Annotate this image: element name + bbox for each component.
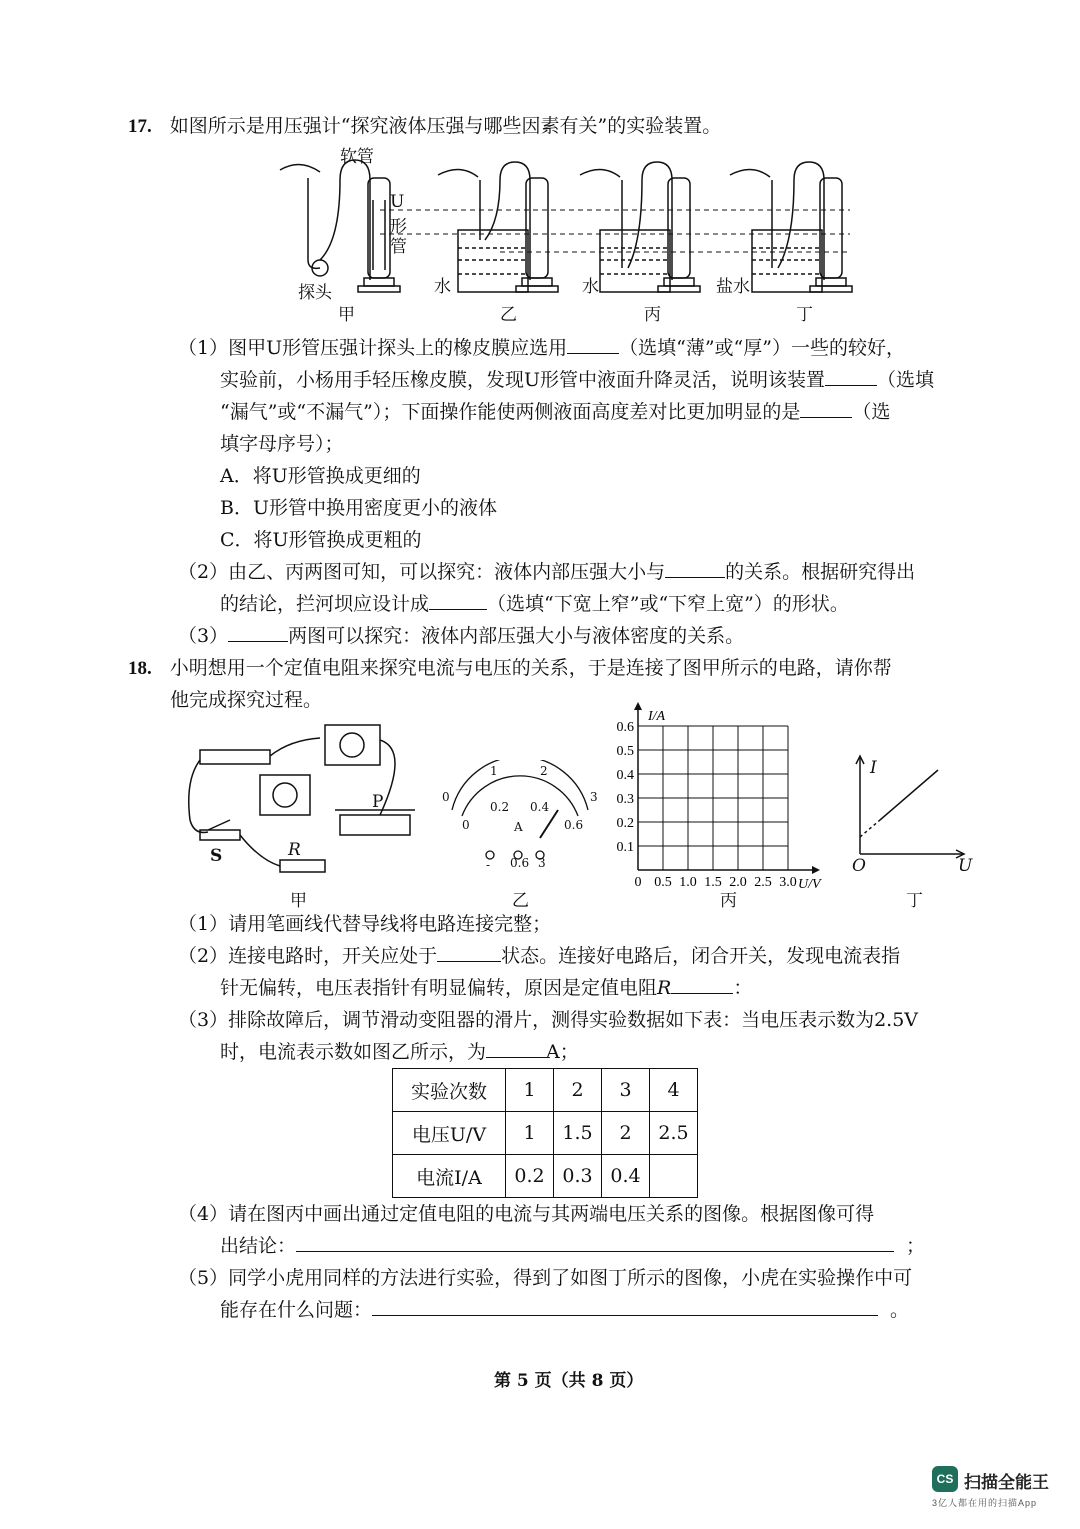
ding-y-label: I: [870, 758, 877, 778]
label-bing: 丙: [644, 305, 661, 325]
y-tick-label: 0.2: [616, 816, 634, 831]
answer-blank[interactable]: [372, 1297, 878, 1316]
q18-part2-line1: （2）连接电路时，开关应处于 状态。连接好电路后，闭合开关，发现电流表指: [178, 945, 901, 967]
label-water-yi: 水: [434, 277, 451, 297]
voltmeter: [325, 725, 380, 765]
q18-part4-line2: 出结论： ；: [220, 1235, 926, 1257]
q17-stem-line: [128, 112, 721, 141]
ding-line: [880, 770, 938, 820]
option-b: B．U形管中换用密度更小的液体: [220, 497, 497, 519]
label-utube-2: 形: [390, 217, 407, 237]
q18-part3-line1: （3）排除故障后，调节滑动变阻器的滑片，测得实验数据如下表：当电压表示数为2.5V: [178, 1009, 919, 1031]
answer-blank[interactable]: [228, 623, 288, 642]
answer-blank[interactable]: [486, 1039, 546, 1058]
label-jia: 甲: [338, 305, 355, 325]
scanner-brand: 扫描全能王: [964, 1473, 1049, 1492]
label-fig-bing: 丙: [720, 891, 737, 911]
y-tick-label: 0.4: [616, 768, 634, 783]
answer-blank[interactable]: [437, 943, 501, 962]
option-a: A．将U形管换成更细的: [220, 465, 421, 487]
q18-part3-line2: 时，电流表示数如图乙所示，为 A；: [220, 1041, 579, 1063]
answer-blank[interactable]: [296, 1233, 894, 1252]
y-axis-label: I/A: [648, 709, 666, 724]
x-tick-label: 3.0: [779, 875, 797, 890]
label-probe: 探头: [298, 283, 332, 303]
q17-part1-line4: 填字母序号）；: [220, 433, 344, 455]
y-tick-label: 0.3: [616, 792, 634, 807]
table-row: 电压U/V 1 1.5 2 2.5: [393, 1112, 698, 1155]
label-hose: 软管: [340, 147, 374, 167]
x-tick-label: 0.5: [654, 875, 672, 890]
question-number: 18.: [128, 658, 152, 679]
x-axis-label: U/V: [798, 877, 821, 892]
label-utube-3: 管: [390, 237, 407, 257]
dial-bot-0: 0: [462, 818, 470, 832]
q17-manometer-figure: [260, 140, 880, 325]
option-c: C．将U形管换成更粗的: [220, 529, 422, 551]
answer-blank[interactable]: [429, 591, 487, 610]
label-fig-yi: 乙: [512, 891, 529, 911]
y-axis-arrow: [634, 702, 642, 710]
answer-blank[interactable]: [671, 975, 733, 994]
dial-top-1: 1: [490, 764, 498, 778]
y-tick-label: 0.5: [616, 744, 634, 759]
q17-part1-line3: “漏气”或“不漏气”）；下面操作能使两侧液面高度差对比更加明显的是 （选: [220, 401, 891, 423]
page-footer: 第 5 页（共 8 页）: [494, 1371, 644, 1391]
answer-blank[interactable]: [825, 367, 877, 386]
answer-blank[interactable]: [800, 399, 852, 418]
pointer: [540, 810, 558, 838]
dial-unit: A: [514, 820, 523, 834]
label-switch-s: S: [210, 846, 223, 866]
terminal-label-neg: -: [486, 858, 491, 872]
resistor: [280, 860, 325, 872]
question-number: 17.: [128, 116, 152, 137]
question-stem: 如图所示是用压强计“探究液体压强与哪些因素有关”的实验装置。: [169, 115, 722, 137]
label-fig-ding: 丁: [906, 891, 923, 911]
x-tick-label: 2.5: [754, 875, 772, 890]
q18-stem-line1: 18. 小明想用一个定值电阻来探究电流与电压的关系，于是连接了图甲所示的电路，请你帮: [128, 657, 892, 679]
dial-bot-04: 0.4: [530, 800, 550, 814]
dial-bot-02: 0.2: [490, 800, 510, 814]
q18-part2-line2: 针无偏转，电压表指针有明显偏转，原因是定值电阻R ：: [220, 977, 753, 999]
table-row: 实验次数 1 2 3 4: [393, 1069, 698, 1112]
q18-part4-line1: （4）请在图丙中画出通过定值电阻的电流与其两端电压关系的图像。根据图像可得: [178, 1203, 875, 1225]
q17-part2-line1: （2）由乙、丙两图可知，可以探究：液体内部压强大小与 的关系。根据研究得出: [178, 561, 916, 583]
x-axis-arrow: [812, 866, 820, 874]
q18-part1: （1）请用笔画线代替导线将电路连接完整；: [178, 913, 552, 935]
switch: [200, 830, 240, 840]
answer-blank[interactable]: [665, 559, 725, 578]
q18-part5-line1: （5）同学小虎用同样的方法进行实验，得到了如图丁所示的图像，小虎在实验操作中可: [178, 1267, 913, 1289]
label-saltwater: 盐水: [716, 277, 750, 297]
q17-part2-line2: 的结论，拦河坝应设计成 （选填“下宽上窄”或“下窄上宽”）的形状。: [220, 593, 849, 615]
label-fig-jia: 甲: [290, 891, 307, 911]
battery: [200, 750, 270, 764]
q17-part1-line1: （1）图甲U形管压强计探头上的橡皮膜应选用 （选填“薄”或“厚”）一些的较好，: [178, 337, 905, 359]
ding-origin-label: O: [852, 856, 866, 876]
label-resistor-r: R: [288, 840, 301, 860]
ammeter-dial-figure: [440, 760, 600, 870]
answer-cell[interactable]: [650, 1155, 698, 1198]
ding-x-label: U: [958, 856, 973, 876]
answer-blank[interactable]: [567, 335, 619, 354]
x-tick-label: 1.0: [679, 875, 697, 890]
x-tick-label: 0: [634, 875, 642, 890]
label-utube-1: U: [390, 192, 405, 212]
dial-bot-06: 0.6: [564, 818, 584, 832]
label-water-bing: 水: [582, 277, 599, 297]
label-ding: 丁: [796, 305, 813, 325]
hand-sketch: [280, 164, 320, 172]
scanner-logo-icon: CS: [932, 1466, 958, 1492]
y-tick-label: 0.1: [616, 840, 634, 855]
q17-part1-line2: 实验前，小杨用手轻压橡皮膜，发现U形管中液面升降灵活，说明该装置 （选填: [220, 369, 935, 391]
q18-part5-line2: 能存在什么问题： 。: [220, 1299, 910, 1321]
x-tick-label: 1.5: [704, 875, 722, 890]
ammeter: [260, 775, 310, 815]
x-tick-label: 2.0: [729, 875, 747, 890]
data-table: [392, 1068, 698, 1198]
ding-graph: [846, 752, 976, 872]
q18-stem-line2: 他完成探究过程。: [170, 689, 323, 711]
y-tick-label: 0.6: [616, 720, 634, 735]
dial-top-2: 2: [540, 764, 548, 778]
dial-top-0: 0: [442, 790, 450, 804]
scanner-watermark: [932, 1466, 1062, 1510]
terminal-label-06: 0.6: [510, 856, 530, 870]
rheostat: [340, 815, 410, 835]
label-yi: 乙: [500, 305, 517, 325]
dial-top-3: 3: [590, 790, 598, 804]
q17-part3: （3） 两图可以探究：液体内部压强大小与液体密度的关系。: [178, 625, 745, 647]
iu-grid-chart: [606, 700, 842, 892]
label-slider-p: P: [372, 792, 384, 812]
terminal-label-3: 3: [538, 856, 546, 870]
table-row: 电流I/A 0.2 0.3 0.4: [393, 1155, 698, 1198]
scanner-tagline: 3亿人都在用的扫描App: [932, 1498, 1038, 1508]
